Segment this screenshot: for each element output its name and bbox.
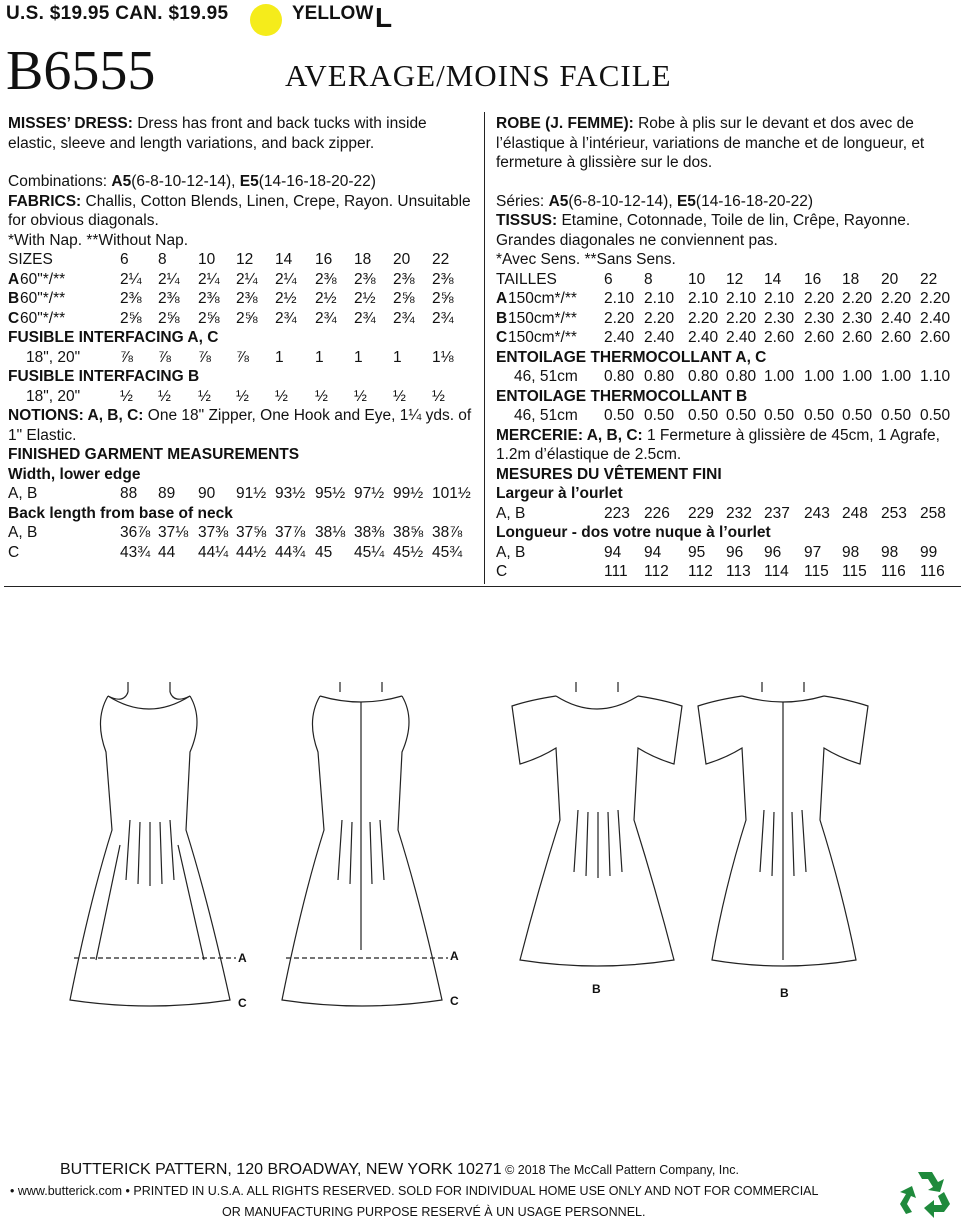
- fabrics-fr: TISSUS: Etamine, Cotonnade, Toile de lin, Crêpe, Rayonne. Grandes diagonales ne conviennent pas.: [496, 212, 911, 249]
- cell-value: 98: [881, 543, 899, 561]
- cell-value: 2.20: [842, 290, 873, 307]
- cell-value: 99: [920, 543, 938, 561]
- back-length-ab-row: [8, 523, 478, 543]
- width-row: [8, 484, 478, 504]
- notions-fr: MERCERIE: A, B, C: 1 Fermeture à glissière de 45cm, 1 Agrafe, 1.2m d’élastique de 2.5cm.: [496, 426, 940, 463]
- cell-value: 0.80: [604, 368, 635, 385]
- cell-value: 37⅝: [236, 524, 267, 541]
- cell-value: 94: [644, 543, 662, 561]
- cell-value: ⅞: [158, 348, 171, 366]
- cell-value: ½: [236, 387, 249, 405]
- cell-value: 95½: [315, 485, 346, 502]
- interfacing-ac-title-fr: ENTOILAGE THERMOCOLLANT A, C: [496, 348, 767, 366]
- cell-value: 45¾: [432, 543, 463, 561]
- view2-label-a: A: [450, 949, 459, 963]
- cell-value: 2½: [354, 290, 376, 307]
- cell-value: 101½: [432, 485, 471, 502]
- cell-value: 0.50: [804, 407, 835, 424]
- cell-value: 0.50: [604, 407, 635, 424]
- cell-value: 232: [726, 504, 752, 522]
- yardage-row-a-fr: [496, 289, 961, 309]
- cell-value: 0.50: [726, 407, 757, 424]
- row-letter: B: [8, 290, 20, 307]
- cell-value: 2.40: [644, 329, 675, 346]
- cell-value: 2.10: [604, 290, 635, 307]
- cell-value: 2.10: [644, 290, 675, 307]
- cell-value: 6: [120, 251, 129, 268]
- rights-line: • www.butterick.com • PRINTED IN U.S.A. ALL RIGHTS RESERVED. SOLD FOR INDIVIDUAL HOME USE ONLY AND NOT FOR COMMERCIAL: [10, 1184, 819, 1198]
- cell-value: 44¾: [275, 543, 306, 561]
- cell-value: 1.00: [764, 368, 795, 385]
- cell-value: 2¼: [275, 270, 297, 288]
- cell-value: 116: [920, 563, 945, 580]
- cell-value: ½: [120, 387, 133, 405]
- cell-value: 8: [158, 251, 167, 268]
- color-dot: [250, 4, 282, 36]
- cell-value: 91½: [236, 485, 267, 502]
- cell-value: 36⅞: [120, 524, 151, 541]
- cell-value: 2.10: [726, 290, 757, 307]
- cell-value: 2¾: [315, 309, 337, 327]
- cell-value: 2¼: [236, 270, 258, 288]
- french-column: [496, 114, 961, 582]
- interfacing-ac-row: [8, 348, 478, 368]
- cell-value: 0.80: [726, 368, 757, 385]
- cell-value: 0.50: [688, 407, 719, 424]
- cell-value: 2.20: [688, 309, 719, 327]
- back-length-title-fr: Longueur - dos votre nuque à l’ourlet: [496, 524, 771, 541]
- combinations-fr: Séries: A5(6-8-10-12-14), E5(14-16-18-20-22): [496, 192, 814, 210]
- row-label: 46, 51cm: [514, 368, 578, 385]
- row-label: C: [8, 543, 20, 561]
- cell-value: 0.50: [764, 407, 795, 424]
- cell-value: 2⅜: [393, 270, 415, 288]
- cell-value: 88: [120, 485, 138, 502]
- cell-value: 38⅝: [393, 524, 424, 541]
- cell-value: 96: [726, 543, 744, 561]
- cell-value: 2⅝: [432, 290, 454, 307]
- cell-value: 43¾: [120, 543, 151, 561]
- cell-value: 2⅜: [432, 270, 454, 288]
- cell-value: 6: [604, 270, 613, 288]
- cell-value: 22: [920, 270, 938, 288]
- fgm-title: FINISHED GARMENT MEASUREMENTS: [8, 446, 300, 463]
- cell-value: 2.30: [764, 309, 795, 327]
- section-rule: [4, 586, 961, 587]
- cell-value: 112: [688, 563, 713, 580]
- difficulty-level: AVERAGE/MOINS FACILE: [285, 58, 672, 93]
- row-label: 150cm*/**: [508, 329, 577, 346]
- view-front-sleeveless: [70, 682, 236, 1006]
- fabrics: FABRICS: Challis, Cotton Blends, Linen, Crepe, Rayon. Unsuitable for obvious diagonals.: [8, 192, 471, 229]
- rights-line-fr: OR MANUFACTURING PURPOSE RESERVÉ À UN USAGE PERSONNEL.: [222, 1205, 646, 1219]
- row-letter: B: [496, 309, 508, 327]
- cell-value: 45: [315, 543, 333, 561]
- cell-value: 111: [604, 563, 628, 580]
- row-label: 60"*/**: [20, 270, 66, 288]
- english-column: [8, 114, 478, 562]
- cell-value: 1.00: [804, 368, 835, 385]
- interfacing-b-title: FUSIBLE INTERFACING B: [8, 368, 200, 385]
- cell-value: 37⅜: [198, 524, 229, 541]
- envelope-letter: L: [375, 2, 393, 33]
- cell-value: 0.50: [881, 407, 912, 424]
- recycle-icon: [898, 1168, 952, 1218]
- cell-value: 2.20: [881, 290, 912, 307]
- row-letter: C: [8, 309, 20, 327]
- view2-label-c: C: [450, 994, 459, 1008]
- cell-value: 16: [315, 251, 333, 268]
- publisher-line: BUTTERICK PATTERN, 120 BROADWAY, NEW YORK 10271 © 2018 The McCall Pattern Company, Inc.: [60, 1161, 739, 1178]
- cell-value: 2.40: [688, 329, 719, 346]
- row-label: 150cm*/**: [508, 290, 577, 307]
- row-label: A, B: [496, 543, 526, 561]
- description-fr: ROBE (J. FEMME): Robe à plis sur le devant et dos avec de l’élastique à l’intérieur, variations de manche et de longueur, et fermeture à glissière sur le dos.: [496, 115, 925, 171]
- cell-value: 10: [688, 270, 706, 288]
- back-length-c-row: [8, 543, 478, 563]
- row-label: 150cm*/**: [508, 309, 577, 327]
- cell-value: ½: [393, 387, 406, 405]
- cell-value: 2⅝: [120, 309, 142, 327]
- row-label: A, B: [8, 524, 38, 541]
- cell-value: 0.50: [920, 407, 951, 424]
- cell-value: 2.40: [604, 329, 635, 346]
- row-label: SIZES: [8, 251, 53, 268]
- cell-value: 2⅜: [120, 290, 142, 307]
- cell-value: 112: [644, 563, 669, 580]
- cell-value: 115: [842, 563, 867, 580]
- cell-value: 99½: [393, 485, 424, 502]
- yardage-row-a: [8, 270, 478, 290]
- cell-value: ½: [354, 387, 367, 405]
- cell-value: 2½: [315, 290, 337, 307]
- cell-value: 97½: [354, 485, 385, 502]
- cell-value: 2.40: [920, 309, 951, 327]
- cell-value: 95: [688, 543, 706, 561]
- cell-value: 115: [804, 563, 829, 580]
- cell-value: 2⅝: [236, 309, 258, 327]
- back-length-title: Back length from base of neck: [8, 504, 233, 522]
- cell-value: 38⅞: [432, 524, 463, 541]
- cell-value: 2⅜: [158, 290, 180, 307]
- view-back-sleeveless: [282, 682, 448, 1006]
- view3-label-b: B: [592, 982, 601, 996]
- cell-value: 97: [804, 543, 822, 561]
- cell-value: 96: [764, 543, 782, 561]
- cell-value: 98: [842, 543, 860, 561]
- cell-value: 0.80: [688, 368, 719, 385]
- cell-value: 20: [393, 251, 411, 268]
- row-label: 18", 20": [26, 348, 81, 366]
- sizes-row: [8, 250, 478, 270]
- cell-value: 2¾: [432, 309, 454, 327]
- yardage-row-c: [8, 309, 478, 329]
- cell-value: 0.50: [842, 407, 873, 424]
- row-label: 46, 51cm: [514, 407, 578, 424]
- interfacing-ac-title: FUSIBLE INTERFACING A, C: [8, 329, 219, 346]
- cell-value: 243: [804, 504, 830, 522]
- back-length-c-row-fr: [496, 562, 961, 582]
- cell-value: 2¾: [275, 309, 297, 327]
- row-label: 60"*/**: [20, 309, 66, 327]
- cell-value: 38⅛: [315, 524, 346, 541]
- back-length-ab-row-fr: [496, 543, 961, 563]
- yardage-row-b-fr: [496, 309, 961, 329]
- cell-value: 2.10: [688, 290, 719, 307]
- interfacing-ac-row-fr: [496, 367, 961, 387]
- cell-value: 45¼: [354, 543, 385, 561]
- cell-value: 18: [842, 270, 860, 288]
- cell-value: 2¼: [120, 270, 142, 288]
- cell-value: 1: [354, 348, 363, 366]
- cell-value: 2.60: [804, 329, 835, 346]
- cell-value: 2⅝: [198, 309, 220, 327]
- cell-value: 2.60: [881, 329, 912, 346]
- row-label: A, B: [496, 504, 526, 522]
- cell-value: 14: [275, 251, 293, 268]
- pattern-number: B6555: [6, 40, 156, 102]
- cell-value: 20: [881, 270, 899, 288]
- cell-value: 37⅞: [275, 524, 306, 541]
- yardage-row-b: [8, 289, 478, 309]
- view1-label-a: A: [238, 951, 247, 965]
- cell-value: 113: [726, 563, 751, 580]
- cell-value: 2.30: [842, 309, 873, 327]
- cell-value: ⅞: [236, 348, 249, 366]
- cell-value: 2.10: [764, 290, 795, 307]
- fgm-title-fr: MESURES DU VÊTEMENT FINI: [496, 465, 722, 483]
- cell-value: 226: [644, 504, 670, 522]
- cell-value: ½: [198, 387, 211, 405]
- cell-value: 2.30: [804, 309, 835, 327]
- cell-value: 2.60: [842, 329, 873, 346]
- nap-note: *With Nap. **Without Nap.: [8, 231, 189, 249]
- cell-value: 2.20: [604, 309, 635, 327]
- cell-value: 2½: [275, 290, 297, 307]
- cell-value: 2.20: [804, 290, 835, 307]
- cell-value: 1: [393, 348, 402, 366]
- cell-value: 8: [644, 270, 653, 288]
- cell-value: 12: [236, 251, 254, 268]
- combinations: Combinations: A5(6-8-10-12-14), E5(14-16-18-20-22): [8, 173, 376, 190]
- interfacing-b-row: [8, 387, 478, 407]
- cell-value: 116: [881, 563, 906, 580]
- cell-value: 2⅜: [236, 290, 258, 307]
- cell-value: 237: [764, 504, 790, 522]
- sizes-row-fr: [496, 270, 961, 290]
- color-name: YELLOW: [292, 3, 374, 24]
- interfacing-b-row-fr: [496, 406, 961, 426]
- cell-value: 2.40: [726, 329, 757, 346]
- cell-value: 2.60: [764, 329, 795, 346]
- cell-value: 2.20: [726, 309, 757, 327]
- cell-value: ½: [432, 387, 445, 405]
- row-letter: A: [496, 290, 508, 307]
- cell-value: 2¼: [158, 270, 180, 288]
- cell-value: 229: [688, 504, 714, 522]
- cell-value: 2¼: [198, 270, 220, 288]
- column-divider: [484, 112, 485, 584]
- cell-value: 90: [198, 485, 216, 502]
- price-line: U.S. $19.95 CAN. $19.95: [6, 3, 229, 24]
- cell-value: 1: [275, 348, 284, 366]
- width-title-fr: Largeur à l’ourlet: [496, 485, 623, 502]
- row-letter: C: [496, 329, 508, 346]
- cell-value: 38⅜: [354, 524, 385, 541]
- cell-value: 2⅝: [393, 290, 415, 307]
- notions: NOTIONS: A, B, C: One 18" Zipper, One Hook and Eye, 1¼ yds. of 1" Elastic.: [8, 407, 472, 444]
- cell-value: ⅞: [198, 348, 211, 366]
- cell-value: 2⅜: [354, 270, 376, 288]
- row-label: 60"*/**: [20, 290, 66, 307]
- cell-value: 2⅜: [198, 290, 220, 307]
- cell-value: 1: [315, 348, 324, 366]
- cell-value: 93½: [275, 485, 306, 502]
- cell-value: 2¾: [354, 309, 376, 327]
- cell-value: 44½: [236, 543, 267, 561]
- cell-value: 16: [804, 270, 822, 288]
- cell-value: 2⅜: [315, 270, 337, 288]
- cell-value: 89: [158, 485, 176, 502]
- row-label: 18", 20": [26, 387, 81, 405]
- cell-value: 1.10: [920, 368, 951, 385]
- row-letter: A: [8, 270, 20, 288]
- width-title: Width, lower edge: [8, 465, 141, 483]
- description: MISSES’ DRESS: Dress has front and back tucks with inside elastic, sleeve and length variations, and back zipper.: [8, 115, 427, 152]
- cell-value: 45½: [393, 543, 424, 561]
- garment-illustrations: [0, 660, 965, 1020]
- nap-note-fr: *Avec Sens. **Sans Sens.: [496, 251, 676, 268]
- cell-value: 248: [842, 504, 868, 522]
- cell-value: 14: [764, 270, 782, 288]
- cell-value: 44: [158, 543, 176, 561]
- cell-value: 2¾: [393, 309, 415, 327]
- cell-value: 18: [354, 251, 372, 268]
- view-back-sleeve: [698, 682, 868, 966]
- cell-value: 10: [198, 251, 216, 268]
- cell-value: ½: [158, 387, 171, 405]
- cell-value: 253: [881, 504, 907, 522]
- row-label: TAILLES: [496, 270, 557, 288]
- cell-value: 258: [920, 504, 946, 522]
- cell-value: 114: [764, 563, 789, 580]
- cell-value: 1.00: [842, 368, 873, 385]
- cell-value: ⅞: [120, 348, 133, 366]
- yardage-row-c-fr: [496, 328, 961, 348]
- row-label: A, B: [8, 485, 38, 502]
- cell-value: 94: [604, 543, 622, 561]
- cell-value: ½: [275, 387, 288, 405]
- cell-value: 37⅛: [158, 524, 189, 541]
- cell-value: ½: [315, 387, 328, 405]
- cell-value: 2.20: [920, 290, 951, 307]
- width-row-fr: [496, 504, 961, 524]
- cell-value: 2.40: [881, 309, 912, 327]
- cell-value: 223: [604, 504, 630, 522]
- cell-value: 0.80: [644, 368, 675, 385]
- view-front-sleeve: [512, 682, 682, 966]
- cell-value: 22: [432, 251, 450, 268]
- interfacing-b-title-fr: ENTOILAGE THERMOCOLLANT B: [496, 387, 748, 405]
- cell-value: 2.20: [644, 309, 675, 327]
- cell-value: 1⅛: [432, 348, 454, 366]
- row-label: C: [496, 563, 508, 580]
- view4-label-b: B: [780, 986, 789, 1000]
- cell-value: 2⅝: [158, 309, 180, 327]
- view1-label-c: C: [238, 996, 247, 1010]
- cell-value: 12: [726, 270, 744, 288]
- cell-value: 2.60: [920, 329, 951, 346]
- cell-value: 44¼: [198, 543, 229, 561]
- cell-value: 0.50: [644, 407, 675, 424]
- cell-value: 1.00: [881, 368, 912, 385]
